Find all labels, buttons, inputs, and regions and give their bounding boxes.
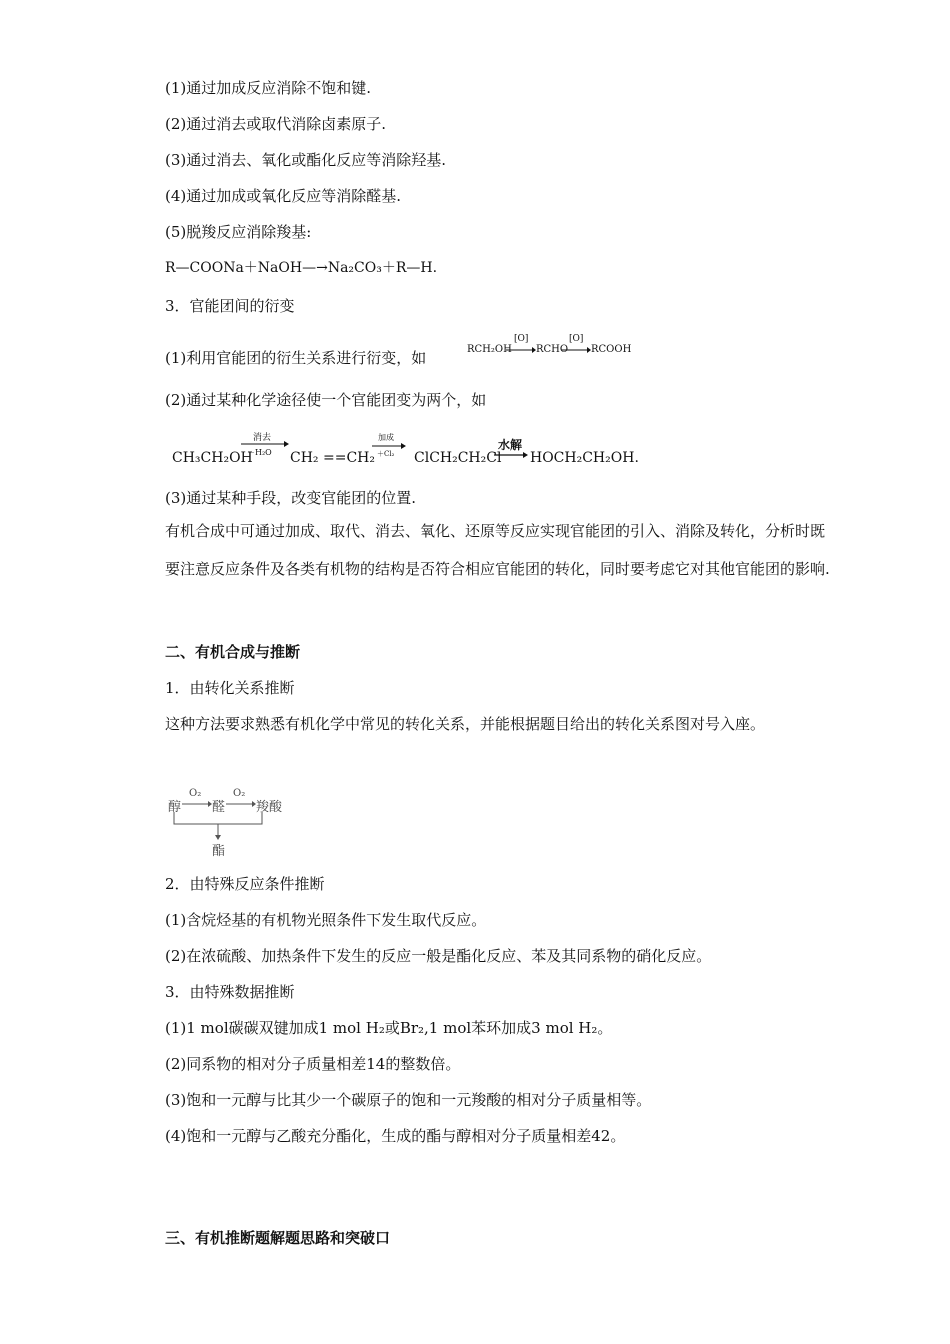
diagram-connector: [170, 812, 266, 842]
text-line: (3)饱和一元醇与比其少一个碳原子的饱和一元羧酸的相对分子质量相等。: [165, 1091, 652, 1109]
reaction-arrow: [561, 346, 591, 354]
subsection-heading: 2．由特殊反应条件推断: [165, 875, 325, 893]
text-line: (3)通过消去、氧化或酯化反应等消除羟基.: [165, 151, 447, 169]
condition-label: 消去: [253, 433, 272, 443]
section-heading: 二、有机合成与推断: [165, 643, 301, 661]
text-line: 这种方法要求熟悉有机化学中常见的转化关系，并能根据题目给出的转化关系图对号入座。: [165, 715, 766, 733]
text-line: (2)在浓硫酸、加热条件下发生的反应一般是酯化反应、苯及其同系物的硝化反应。: [165, 947, 712, 965]
section-heading: 三、有机推断题解题思路和突破口: [165, 1229, 391, 1247]
text-line: (4)饱和一元醇与乙酸充分酯化，生成的酯与醇相对分子质量相差42。: [165, 1127, 626, 1145]
subsection-heading: 3．官能团间的衍变: [165, 297, 295, 315]
diagram-arrow: [182, 800, 212, 808]
text-line: (3)通过某种手段，改变官能团的位置.: [165, 489, 417, 507]
diagram-arrow: [226, 800, 256, 808]
condition-label: [O]: [514, 334, 529, 344]
text-line: (5)脱羧反应消除羧基:: [165, 223, 312, 241]
condition-label: －H₂O: [247, 448, 272, 457]
reaction-arrow: [494, 451, 528, 459]
text-line: (2)通过消去或取代消除卤素原子.: [165, 115, 387, 133]
diagram-node-acid: 羧酸: [256, 800, 283, 815]
diagram-node-alcohol: 醇: [168, 800, 182, 815]
text-line: (2)同系物的相对分子质量相差14的整数倍。: [165, 1055, 461, 1073]
text-line: (1)通过加成反应消除不饱和键.: [165, 79, 372, 97]
diagram-node-aldehyde: 醛: [212, 800, 226, 815]
reactant: RCH₂OH: [467, 344, 512, 355]
diagram-node-ester: 酯: [212, 844, 226, 859]
product: RCOOH: [591, 344, 632, 355]
product: HOCH₂CH₂OH.: [530, 450, 639, 466]
text-line: (2)通过某种化学途径使一个官能团变为两个，如: [165, 391, 487, 409]
paragraph: 有机合成中可通过加成、取代、消去、氧化、还原等反应实现官能团的引入、消除及转化，分析时既要注意反应条件及各类有机物的结构是否符合相应官能团的转化，同时要考虑它对其他官能团的影响.: [165, 522, 830, 578]
text-line: (1)利用官能团的衍生关系进行衍变，如: [165, 349, 427, 367]
intermediate: RCHO: [536, 344, 569, 355]
diagram-condition: O₂: [189, 788, 202, 799]
diagram-condition: O₂: [233, 788, 246, 799]
equation-decarboxylation: R—COONa＋NaOH—→Na₂CO₃＋R—H.: [165, 260, 438, 276]
intermediate: CH₂ ==CH₂: [290, 450, 375, 466]
subsection-heading: 3．由特殊数据推断: [165, 983, 295, 1001]
reaction-arrow: [506, 346, 536, 354]
intermediate: ClCH₂CH₂Cl: [414, 450, 502, 466]
reactant: CH₃CH₂OH: [172, 450, 253, 466]
text-line: (4)通过加成或氧化反应等消除醛基.: [165, 187, 402, 205]
condition-label: 水解: [498, 438, 523, 452]
text-line: (1)含烷烃基的有机物光照条件下发生取代反应。: [165, 911, 487, 929]
text-line: (1)1 mol碳碳双键加成1 mol H₂或Br₂,1 mol苯环加成3 mol H₂。: [165, 1019, 613, 1037]
condition-label: [O]: [569, 334, 584, 344]
condition-label: ＋Cl₂: [377, 450, 395, 458]
condition-label: 加成: [378, 433, 394, 442]
subsection-heading: 1．由转化关系推断: [165, 679, 295, 697]
